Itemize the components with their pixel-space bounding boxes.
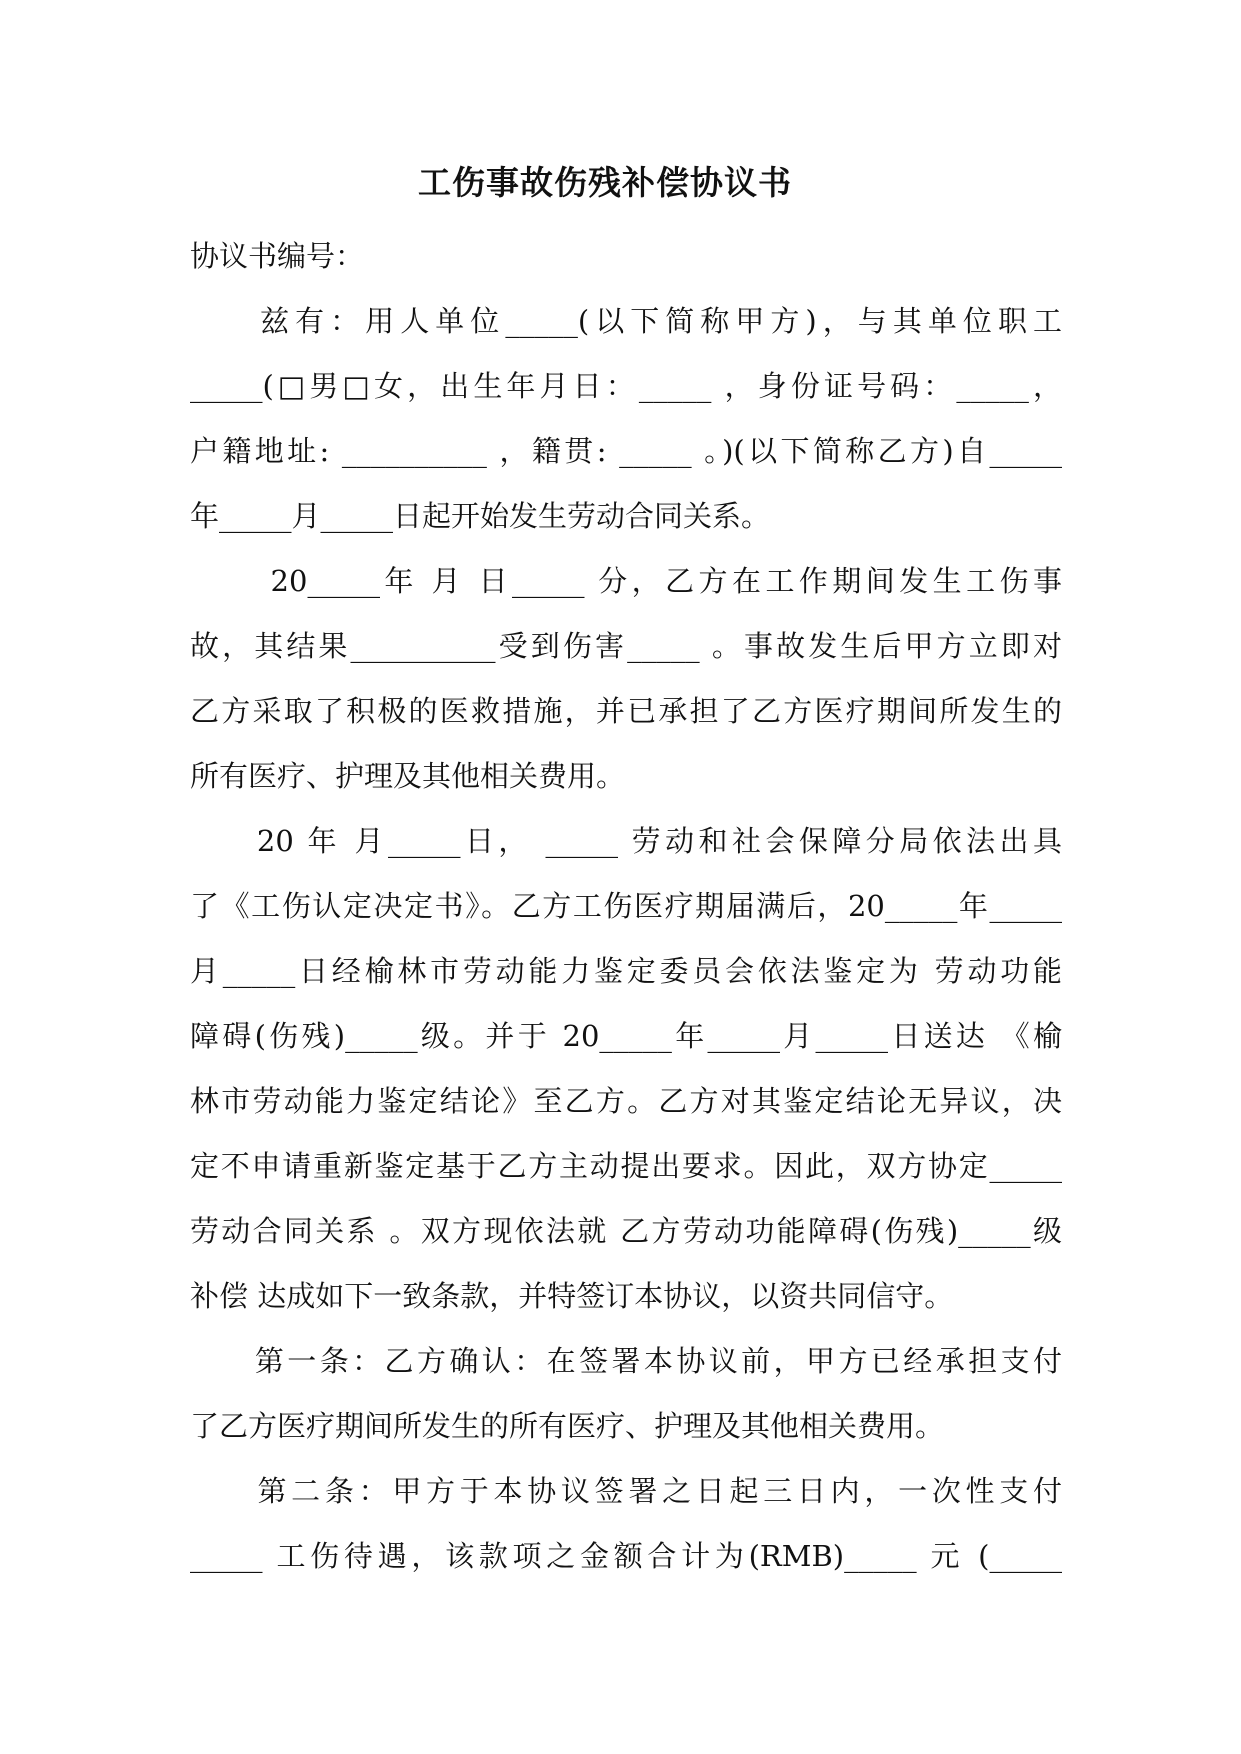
paragraph-line: 故，其结果__________受到伤害_____ 。事故发生后甲方立即对 — [190, 629, 1062, 663]
paragraph-line: 障碍(伤残)_____级。并于 20_____年_____月_____日送达 《榆 — [190, 1019, 1062, 1053]
article-one-line: 第一条：乙方确认：在签署本协议前，甲方已经承担支付 — [190, 1344, 1062, 1378]
article-two-line: 第二条：甲方于本协议签署之日起三日内，一次性支付 — [190, 1474, 1062, 1508]
paragraph-line: 兹有：用人单位_____(以下简称甲方)，与其单位职工 — [190, 304, 1062, 338]
paragraph-line: 乙方采取了积极的医救措施，并已承担了乙方医疗期间所发生的 — [190, 694, 1062, 728]
document-body — [190, 224, 1062, 1589]
paragraph-line: _____(□男□女，出生年月日：_____ ，身份证号码：_____， — [190, 369, 1062, 403]
agreement-number-line: 协议书编号： — [190, 239, 365, 273]
document-title: 工伤事故伤残补偿协议书 — [418, 163, 792, 202]
paragraph-line: 月_____日经榆林市劳动能力鉴定委员会依法鉴定为 劳动功能 — [190, 954, 1062, 988]
paragraph-line: 定不申请重新鉴定基于乙方主动提出要求。因此，双方协定_____ — [190, 1149, 1062, 1183]
paragraph-line: 20_____年 月 日_____ 分，乙方在工作期间发生工伤事 — [190, 564, 1062, 598]
paragraph-line: 户籍地址: __________ ，籍贯: _____ 。)(以下简称乙方)自_____ — [190, 434, 1062, 468]
paragraph-line: _____ 工伤待遇，该款项之金额合计为(RMB)_____ 元 (_____ — [190, 1539, 1062, 1573]
paragraph-line: 林市劳动能力鉴定结论》至乙方。乙方对其鉴定结论无异议，决 — [190, 1084, 1062, 1118]
paragraph-line: 年_____月_____日起开始发生劳动合同关系。 — [190, 499, 771, 533]
paragraph-line: 了《工伤认定决定书》。乙方工伤医疗期届满后，20_____年_____ — [190, 889, 1062, 923]
paragraph-line: 20 年 月_____日， _____ 劳动和社会保障分局依法出具 — [190, 824, 1062, 858]
paragraph-line: 劳动合同关系 。双方现依法就 乙方劳动功能障碍(伤残)_____级 — [190, 1214, 1062, 1248]
paragraph-line: 了乙方医疗期间所发生的所有医疗、护理及其他相关费用。 — [190, 1409, 945, 1443]
paragraph-line: 补偿 达成如下一致条款，并特签订本协议，以资共同信守。 — [190, 1279, 954, 1313]
paragraph-line: 所有医疗、护理及其他相关费用。 — [190, 759, 626, 793]
